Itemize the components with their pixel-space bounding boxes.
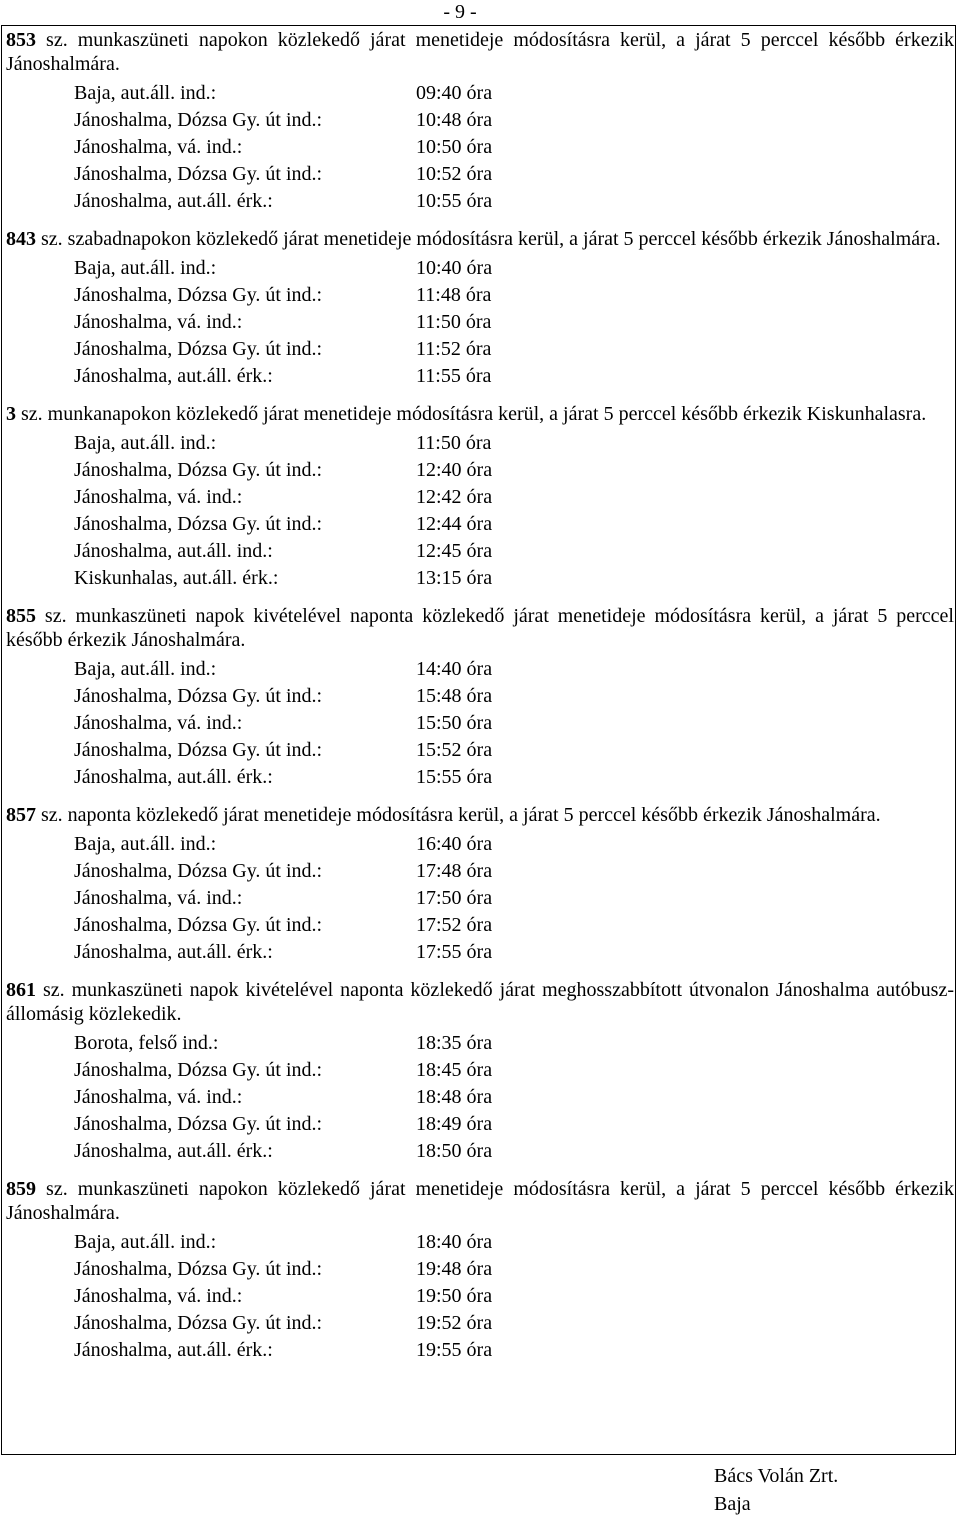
stop-time: 15:48 óra bbox=[416, 685, 493, 707]
route-section bbox=[6, 28, 954, 215]
stop-time: 18:48 óra bbox=[416, 1086, 493, 1108]
stop-row bbox=[6, 255, 954, 282]
stop-name: Jánoshalma, vá. ind.: bbox=[74, 1086, 243, 1108]
stop-list bbox=[6, 80, 954, 215]
stop-row bbox=[6, 858, 954, 885]
stop-row bbox=[6, 457, 954, 484]
stop-row bbox=[6, 430, 954, 457]
stop-time: 16:40 óra bbox=[416, 833, 493, 855]
route-number: 859 bbox=[6, 1178, 36, 1200]
route-section bbox=[6, 402, 954, 592]
route-description-text: sz. munkaszüneti napokon közlekedő járat menetideje módosításra kerül, a járat 5 perccel később érkezik Jánoshalmára. bbox=[6, 29, 954, 75]
stop-name: Jánoshalma, Dózsa Gy. út ind.: bbox=[74, 1312, 323, 1334]
stop-name: Jánoshalma, vá. ind.: bbox=[74, 887, 243, 909]
route-description-text: sz. munkaszüneti napokon közlekedő járat menetideje módosításra kerül, a járat 5 perccel később érkezik Jánoshalmára. bbox=[6, 1178, 954, 1224]
stop-row bbox=[6, 107, 954, 134]
stop-row bbox=[6, 1111, 954, 1138]
stop-time: 19:50 óra bbox=[416, 1285, 493, 1307]
stop-name: Jánoshalma, aut.áll. érk.: bbox=[74, 190, 273, 212]
stop-time: 09:40 óra bbox=[416, 82, 493, 104]
route-description bbox=[6, 604, 954, 652]
stop-time: 10:48 óra bbox=[416, 109, 493, 131]
route-description bbox=[6, 1177, 954, 1225]
stop-name: Jánoshalma, Dózsa Gy. út ind.: bbox=[74, 459, 323, 481]
stop-row bbox=[6, 737, 954, 764]
route-number: 843 bbox=[6, 228, 36, 250]
stop-name: Jánoshalma, Dózsa Gy. út ind.: bbox=[74, 163, 323, 185]
stop-row bbox=[6, 511, 954, 538]
stop-name: Jánoshalma, Dózsa Gy. út ind.: bbox=[74, 284, 323, 306]
stop-time: 10:50 óra bbox=[416, 136, 493, 158]
route-changes-list bbox=[6, 28, 954, 1376]
stop-name: Kiskunhalas, aut.áll. érk.: bbox=[74, 567, 279, 589]
stop-name: Jánoshalma, aut.áll. ind.: bbox=[74, 540, 273, 562]
stop-row bbox=[6, 683, 954, 710]
stop-row bbox=[6, 1030, 954, 1057]
stop-name: Jánoshalma, vá. ind.: bbox=[74, 136, 243, 158]
stop-row bbox=[6, 1138, 954, 1165]
stop-time: 11:50 óra bbox=[416, 311, 492, 333]
stop-time: 17:48 óra bbox=[416, 860, 493, 882]
stop-list bbox=[6, 430, 954, 592]
stop-name: Jánoshalma, aut.áll. érk.: bbox=[74, 941, 273, 963]
stop-list bbox=[6, 1229, 954, 1364]
route-section bbox=[6, 227, 954, 390]
stop-name: Baja, aut.áll. ind.: bbox=[74, 257, 217, 279]
stop-row bbox=[6, 710, 954, 737]
stop-row bbox=[6, 161, 954, 188]
stop-list bbox=[6, 831, 954, 966]
stop-time: 12:45 óra bbox=[416, 540, 493, 562]
stop-name: Jánoshalma, Dózsa Gy. út ind.: bbox=[74, 1113, 323, 1135]
stop-name: Jánoshalma, Dózsa Gy. út ind.: bbox=[74, 739, 323, 761]
stop-row bbox=[6, 831, 954, 858]
stop-time: 15:55 óra bbox=[416, 766, 493, 788]
stop-list bbox=[6, 656, 954, 791]
stop-name: Jánoshalma, Dózsa Gy. út ind.: bbox=[74, 338, 323, 360]
stop-time: 12:44 óra bbox=[416, 513, 493, 535]
stop-time: 17:52 óra bbox=[416, 914, 493, 936]
stop-name: Borota, felső ind.: bbox=[74, 1032, 219, 1054]
stop-time: 18:35 óra bbox=[416, 1032, 493, 1054]
stop-time: 10:55 óra bbox=[416, 190, 493, 212]
stop-name: Jánoshalma, Dózsa Gy. út ind.: bbox=[74, 685, 323, 707]
stop-time: 17:50 óra bbox=[416, 887, 493, 909]
route-number: 3 bbox=[6, 403, 16, 425]
route-number: 853 bbox=[6, 29, 36, 51]
stop-row bbox=[6, 764, 954, 791]
stop-name: Jánoshalma, Dózsa Gy. út ind.: bbox=[74, 109, 323, 131]
stop-time: 15:50 óra bbox=[416, 712, 493, 734]
route-number: 861 bbox=[6, 979, 36, 1001]
route-description bbox=[6, 803, 954, 827]
stop-name: Jánoshalma, vá. ind.: bbox=[74, 712, 243, 734]
stop-name: Jánoshalma, vá. ind.: bbox=[74, 311, 243, 333]
stop-time: 11:55 óra bbox=[416, 365, 492, 387]
stop-time: 19:48 óra bbox=[416, 1258, 493, 1280]
stop-row bbox=[6, 309, 954, 336]
stop-row bbox=[6, 565, 954, 592]
route-section bbox=[6, 978, 954, 1165]
stop-row bbox=[6, 1084, 954, 1111]
stop-row bbox=[6, 1057, 954, 1084]
stop-row bbox=[6, 134, 954, 161]
route-section bbox=[6, 1177, 954, 1364]
stop-name: Jánoshalma, vá. ind.: bbox=[74, 1285, 243, 1307]
route-section bbox=[6, 604, 954, 791]
stop-time: 19:55 óra bbox=[416, 1339, 493, 1361]
stop-row bbox=[6, 1337, 954, 1364]
stop-row bbox=[6, 363, 954, 390]
stop-time: 11:50 óra bbox=[416, 432, 492, 454]
route-description bbox=[6, 28, 954, 76]
stop-time: 11:48 óra bbox=[416, 284, 492, 306]
stop-name: Jánoshalma, aut.áll. érk.: bbox=[74, 1339, 273, 1361]
stop-row bbox=[6, 538, 954, 565]
stop-name: Jánoshalma, vá. ind.: bbox=[74, 486, 243, 508]
stop-name: Jánoshalma, Dózsa Gy. út ind.: bbox=[74, 1258, 323, 1280]
stop-time: 12:42 óra bbox=[416, 486, 493, 508]
stop-name: Jánoshalma, aut.áll. érk.: bbox=[74, 1140, 273, 1162]
stop-row bbox=[6, 1283, 954, 1310]
stop-row bbox=[6, 188, 954, 215]
stop-time: 11:52 óra bbox=[416, 338, 492, 360]
signature-city: Baja bbox=[714, 1493, 751, 1515]
stop-name: Baja, aut.áll. ind.: bbox=[74, 1231, 217, 1253]
signature-block bbox=[714, 1462, 838, 1518]
stop-row bbox=[6, 1229, 954, 1256]
stop-time: 13:15 óra bbox=[416, 567, 493, 589]
stop-row bbox=[6, 1310, 954, 1337]
stop-name: Jánoshalma, aut.áll. érk.: bbox=[74, 766, 273, 788]
route-description-text: sz. munkaszüneti napok kivételével naponta közlekedő járat meghosszabbított útvonalon Jánoshalma autóbusz-állomásig közlekedik. bbox=[6, 979, 954, 1025]
route-number: 855 bbox=[6, 605, 36, 627]
page-number: - 9 - bbox=[443, 1, 477, 23]
signature-company: Bács Volán Zrt. bbox=[714, 1465, 839, 1487]
stop-time: 10:40 óra bbox=[416, 257, 493, 279]
route-description-text: sz. munkaszüneti napok kivételével naponta közlekedő járat menetideje módosításra kerül, a járat 5 perccel később érkezik Jánoshalmára. bbox=[6, 605, 954, 651]
stop-row bbox=[6, 656, 954, 683]
stop-name: Baja, aut.áll. ind.: bbox=[74, 833, 217, 855]
stop-time: 18:49 óra bbox=[416, 1113, 493, 1135]
stop-time: 10:52 óra bbox=[416, 163, 493, 185]
stop-name: Baja, aut.áll. ind.: bbox=[74, 658, 217, 680]
stop-name: Baja, aut.áll. ind.: bbox=[74, 82, 217, 104]
route-description bbox=[6, 978, 954, 1026]
stop-row bbox=[6, 885, 954, 912]
stop-row bbox=[6, 336, 954, 363]
stop-time: 12:40 óra bbox=[416, 459, 493, 481]
stop-row bbox=[6, 912, 954, 939]
route-description-text: sz. szabadnapokon közlekedő járat menetideje módosításra kerül, a járat 5 perccel később érkezik Jánoshalmára. bbox=[36, 228, 941, 250]
stop-name: Jánoshalma, aut.áll. érk.: bbox=[74, 365, 273, 387]
route-description-text: sz. naponta közlekedő járat menetideje módosításra kerül, a járat 5 perccel később érkezik Jánoshalmára. bbox=[36, 804, 881, 826]
stop-time: 18:40 óra bbox=[416, 1231, 493, 1253]
stop-name: Jánoshalma, Dózsa Gy. út ind.: bbox=[74, 914, 323, 936]
stop-row bbox=[6, 484, 954, 511]
stop-row bbox=[6, 939, 954, 966]
stop-row bbox=[6, 282, 954, 309]
stop-list bbox=[6, 1030, 954, 1165]
stop-time: 18:45 óra bbox=[416, 1059, 493, 1081]
route-section bbox=[6, 803, 954, 966]
stop-list bbox=[6, 255, 954, 390]
route-description bbox=[6, 227, 954, 251]
stop-name: Jánoshalma, Dózsa Gy. út ind.: bbox=[74, 860, 323, 882]
stop-time: 17:55 óra bbox=[416, 941, 493, 963]
route-description-text: sz. munkanapokon közlekedő járat menetideje módosításra kerül, a járat 5 perccel később érkezik Kiskunhalasra. bbox=[16, 403, 927, 425]
stop-row bbox=[6, 1256, 954, 1283]
stop-time: 18:50 óra bbox=[416, 1140, 493, 1162]
stop-time: 14:40 óra bbox=[416, 658, 493, 680]
stop-name: Jánoshalma, Dózsa Gy. út ind.: bbox=[74, 1059, 323, 1081]
stop-name: Jánoshalma, Dózsa Gy. út ind.: bbox=[74, 513, 323, 535]
route-number: 857 bbox=[6, 804, 36, 826]
stop-row bbox=[6, 80, 954, 107]
route-description bbox=[6, 402, 954, 426]
stop-time: 19:52 óra bbox=[416, 1312, 493, 1334]
stop-name: Baja, aut.áll. ind.: bbox=[74, 432, 217, 454]
stop-time: 15:52 óra bbox=[416, 739, 493, 761]
